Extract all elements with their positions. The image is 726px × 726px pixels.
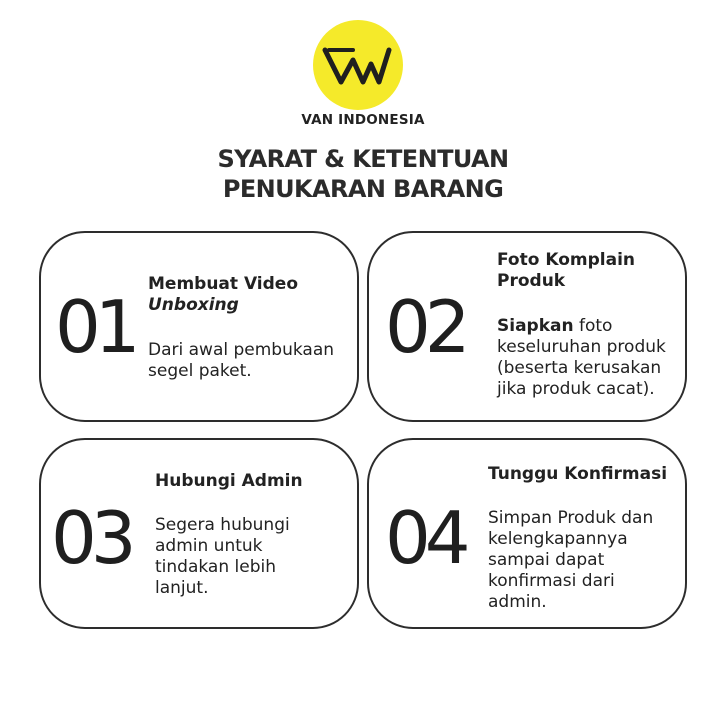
step-description: Simpan Produk dan kelengkapannya sampai dapat konfirmasi dari admin. [488,508,654,612]
step-title: Hubungi Admin [155,471,303,491]
step-card-04 [367,438,687,629]
page-title-line1: SYARAT & KETENTUAN [217,145,509,173]
page-title-line2: PENUKARAN BARANG [222,175,504,203]
van-logo-icon [313,20,403,110]
step-title: Tunggu Konfirmasi [488,464,668,484]
step-number: 02 [385,285,465,369]
step-title-line1: Membuat Video [148,274,299,294]
step-card-01 [39,231,359,422]
step-description: Segera hubungi admin untuk tindakan lebih lanjut. [155,515,290,598]
step-number: 04 [385,496,465,580]
step-number: 01 [55,285,135,369]
brand-name: VAN INDONESIA [301,112,425,128]
step-description: Dari awal pembukaan segel paket. [148,340,335,381]
step-description [497,316,687,400]
step-title-line2: Unboxing [148,295,239,315]
step-number: 03 [51,496,131,580]
step-card-03 [39,438,359,629]
step-description-strong: Siapkan [497,316,574,336]
step-title: Foto Komplain Produk [497,250,635,291]
step-card-02 [367,231,687,422]
step-title [148,274,348,316]
step-description-rest: foto keseluruhan produk (beserta kerusakan jika produk cacat). [497,316,666,399]
